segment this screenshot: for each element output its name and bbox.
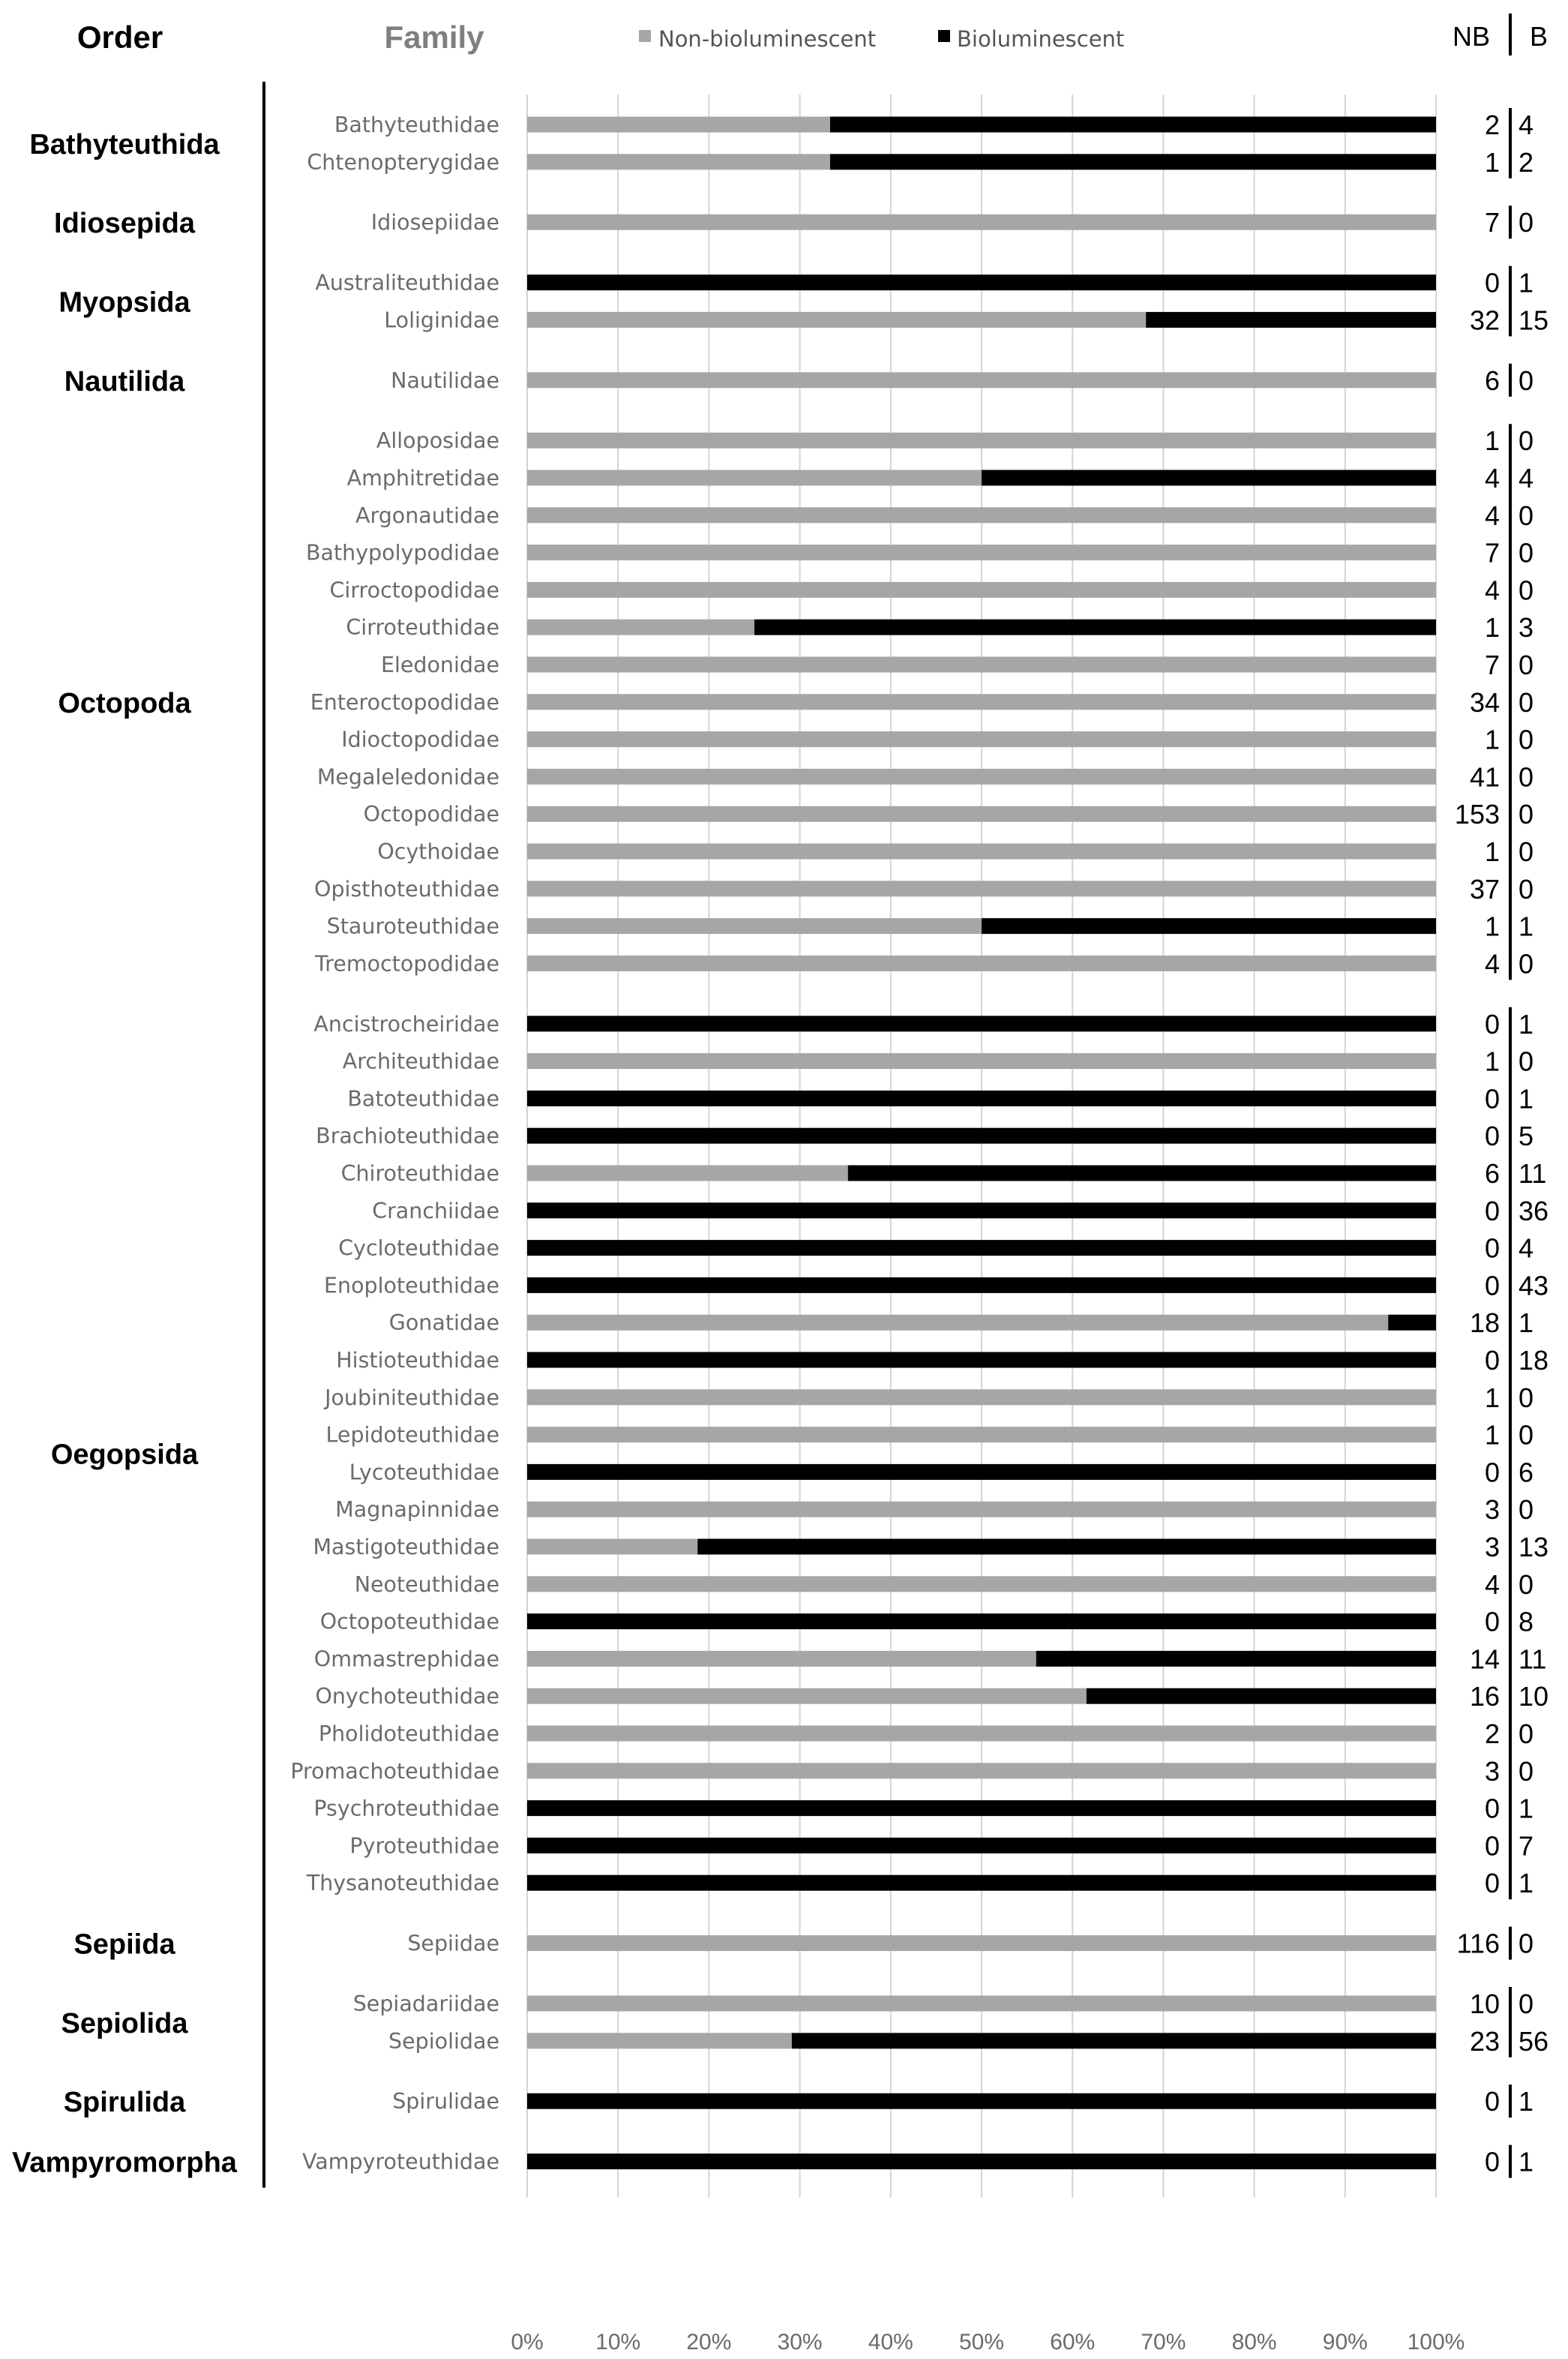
legend: [639, 26, 1124, 52]
b-count-amphitretidae: 4: [1519, 463, 1534, 494]
nb-count-lepidoteuthidae: 1: [1484, 1419, 1500, 1451]
bar-non-bioluminescent-idioctopodidae: [527, 731, 1436, 747]
b-count-promachoteuthidae: 0: [1519, 1755, 1534, 1787]
b-count-cycloteuthidae: 4: [1519, 1232, 1534, 1264]
order-label-spirulida: Spirulida: [63, 2087, 186, 2119]
bar-non-bioluminescent-cirroctopodidae: [527, 582, 1436, 598]
family-label-onychoteuthidae: Onychoteuthidae: [315, 1684, 499, 1709]
b-count-megaleledonidae: 0: [1519, 761, 1534, 793]
order-label-idiosepida: Idiosepida: [54, 208, 195, 240]
bar-non-bioluminescent-chtenopterygidae: [527, 154, 830, 170]
bar-bioluminescent-psychroteuthidae: [527, 1800, 1436, 1816]
b-count-pholidoteuthidae: 0: [1519, 1718, 1534, 1749]
nb-count-onychoteuthidae: 16: [1469, 1681, 1500, 1712]
nb-count-cirroteuthidae: 1: [1484, 612, 1500, 644]
family-label-australiteuthidae: Australiteuthidae: [315, 270, 499, 296]
b-count-gonatidae: 1: [1519, 1307, 1534, 1339]
bar-non-bioluminescent-lepidoteuthidae: [527, 1427, 1436, 1442]
family-label-stauroteuthidae: Stauroteuthidae: [326, 914, 499, 939]
nb-count-ocythoidae: 1: [1484, 836, 1500, 867]
nb-count-gonatidae: 18: [1469, 1307, 1500, 1339]
b-count-cirroteuthidae: 3: [1519, 612, 1534, 644]
nb-count-lycoteuthidae: 0: [1484, 1457, 1500, 1488]
bar-bioluminescent-mastigoteuthidae: [697, 1539, 1436, 1555]
nb-count-idioctopodidae: 1: [1484, 724, 1500, 755]
nb-count-sepiadariidae: 10: [1469, 1988, 1500, 2019]
bar-bioluminescent-brachioteuthidae: [527, 1128, 1436, 1144]
b-count-chtenopterygidae: 2: [1519, 146, 1534, 178]
bar-non-bioluminescent-amphitretidae: [527, 470, 982, 486]
bar-non-bioluminescent-promachoteuthidae: [527, 1763, 1436, 1778]
bar-bioluminescent-lycoteuthidae: [527, 1464, 1436, 1480]
nb-count-cranchiidae: 0: [1484, 1195, 1500, 1226]
family-label-magnapinnidae: Magnapinnidae: [335, 1497, 499, 1523]
family-label-histioteuthidae: Histioteuthidae: [336, 1348, 499, 1373]
nb-count-bathyteuthidae: 2: [1484, 110, 1500, 140]
nb-count-eledonidae: 7: [1484, 650, 1500, 680]
nb-count-thysanoteuthidae: 0: [1484, 1868, 1500, 1899]
nb-count-neoteuthidae: 4: [1484, 1568, 1500, 1600]
nb-count-enteroctopodidae: 34: [1469, 686, 1500, 718]
nb-count-octopoteuthidae: 0: [1484, 1606, 1500, 1637]
x-tick-label-0-: 0%: [511, 2330, 544, 2354]
family-label-cirroteuthidae: Cirroteuthidae: [346, 615, 499, 641]
bar-non-bioluminescent-sepiidae: [527, 1935, 1436, 1951]
family-label-megaleledonidae: Megaleledonidae: [316, 764, 499, 790]
bar-bioluminescent-amphitretidae: [982, 470, 1436, 486]
bar-bioluminescent-ommastrephidae: [1036, 1651, 1436, 1667]
b-count-chiroteuthidae: 11: [1519, 1158, 1547, 1189]
bar-non-bioluminescent-octopodidae: [527, 806, 1436, 822]
b-count-alloposidae: 0: [1519, 425, 1534, 457]
family-label-promachoteuthidae: Promachoteuthidae: [290, 1758, 499, 1784]
nb-count-spirulidae: 0: [1484, 2086, 1500, 2117]
family-label-octopoteuthidae: Octopoteuthidae: [319, 1609, 499, 1634]
nb-count-nautilidae: 6: [1484, 365, 1500, 396]
nb-count-pyroteuthidae: 0: [1484, 1830, 1500, 1862]
bar-non-bioluminescent-gonatidae: [527, 1315, 1388, 1331]
family-label-architeuthidae: Architeuthidae: [342, 1049, 499, 1074]
bar-non-bioluminescent-cirroteuthidae: [527, 620, 754, 635]
nb-count-joubiniteuthidae: 1: [1484, 1382, 1500, 1413]
bar-bioluminescent-histioteuthidae: [527, 1352, 1436, 1368]
b-count-bathypolypodidae: 0: [1519, 537, 1534, 569]
x-tick-label-70-: 70%: [1141, 2330, 1186, 2354]
family-label-argonautidae: Argonautidae: [355, 503, 499, 528]
nb-count-cirroctopodidae: 4: [1484, 575, 1500, 606]
nb-count-architeuthidae: 1: [1484, 1046, 1500, 1077]
b-count-octopodidae: 0: [1519, 799, 1534, 830]
family-label-sepiadariidae: Sepiadariidae: [352, 1991, 499, 2016]
family-label-idioctopodidae: Idioctopodidae: [341, 727, 499, 752]
b-count-loliginidae: 15: [1519, 305, 1549, 336]
bar-non-bioluminescent-megaleledonidae: [527, 769, 1436, 785]
bar-bioluminescent-sepiolidae: [792, 2033, 1436, 2048]
nb-count-octopodidae: 153: [1454, 799, 1500, 830]
legend-label-bioluminescent: Bioluminescent: [957, 26, 1125, 52]
family-label-cirroctopodidae: Cirroctopodidae: [329, 578, 499, 603]
bar-bioluminescent-gonatidae: [1388, 1315, 1436, 1331]
bar-bioluminescent-stauroteuthidae: [982, 918, 1436, 934]
nb-count-brachioteuthidae: 0: [1484, 1121, 1500, 1152]
b-header: B: [1530, 21, 1549, 52]
b-count-cirroctopodidae: 0: [1519, 575, 1534, 606]
bar-bioluminescent-australiteuthidae: [527, 275, 1436, 290]
b-count-magnapinnidae: 0: [1519, 1494, 1534, 1526]
family-label-batoteuthidae: Batoteuthidae: [347, 1086, 499, 1112]
bar-bioluminescent-octopoteuthidae: [527, 1613, 1436, 1629]
x-tick-label-20-: 20%: [686, 2330, 732, 2354]
order-label-sepiolida: Sepiolida: [61, 2007, 188, 2039]
family-label-bathypolypodidae: Bathypolypodidae: [305, 540, 499, 566]
family-label-enoploteuthidae: Enoploteuthidae: [324, 1273, 499, 1298]
bar-bioluminescent-loliginidae: [1146, 312, 1436, 328]
bar-non-bioluminescent-eledonidae: [527, 657, 1436, 673]
nb-count-sepiidae: 116: [1456, 1928, 1500, 1959]
nb-count-ancistrocheiridae: 0: [1484, 1008, 1500, 1040]
x-tick-label-90-: 90%: [1322, 2330, 1368, 2354]
b-count-bathyteuthidae: 4: [1519, 110, 1534, 140]
plot-rows: [12, 82, 1549, 2188]
b-count-sepiadariidae: 0: [1519, 1988, 1534, 2019]
family-label-vampyroteuthidae: Vampyroteuthidae: [301, 2149, 499, 2174]
bar-non-bioluminescent-nautilidae: [527, 372, 1436, 388]
bar-bioluminescent-bathyteuthidae: [830, 117, 1436, 133]
bar-non-bioluminescent-joubiniteuthidae: [527, 1389, 1436, 1405]
bar-non-bioluminescent-chiroteuthidae: [527, 1166, 848, 1181]
family-label-thysanoteuthidae: Thysanoteuthidae: [306, 1871, 499, 1896]
nb-count-enoploteuthidae: 0: [1484, 1270, 1500, 1301]
b-count-opisthoteuthidae: 0: [1519, 873, 1534, 905]
b-count-ancistrocheiridae: 1: [1519, 1008, 1534, 1040]
b-count-psychroteuthidae: 1: [1519, 1793, 1534, 1824]
bar-non-bioluminescent-loliginidae: [527, 312, 1146, 328]
family-label-amphitretidae: Amphitretidae: [346, 466, 499, 491]
nb-count-mastigoteuthidae: 3: [1484, 1532, 1500, 1562]
bar-bioluminescent-vampyroteuthidae: [527, 2153, 1436, 2169]
bar-bioluminescent-spirulidae: [527, 2093, 1436, 2109]
family-label-tremoctopodidae: Tremoctopodidae: [315, 951, 499, 977]
b-count-cranchiidae: 36: [1519, 1195, 1549, 1226]
order-label-vampyromorpha: Vampyromorpha: [12, 2147, 237, 2179]
b-count-tremoctopodidae: 0: [1519, 948, 1534, 980]
b-count-ocythoidae: 0: [1519, 836, 1534, 867]
family-label-chtenopterygidae: Chtenopterygidae: [307, 149, 499, 175]
b-count-octopoteuthidae: 8: [1519, 1606, 1534, 1637]
nb-count-australiteuthidae: 0: [1484, 267, 1500, 299]
bar-non-bioluminescent-sepiadariidae: [527, 1996, 1436, 2012]
family-label-psychroteuthidae: Psychroteuthidae: [313, 1796, 499, 1821]
bar-bioluminescent-pyroteuthidae: [527, 1838, 1436, 1853]
nb-count-bathypolypodidae: 7: [1484, 537, 1500, 569]
b-count-brachioteuthidae: 5: [1519, 1121, 1534, 1152]
family-label-brachioteuthidae: Brachioteuthidae: [316, 1124, 499, 1149]
b-count-architeuthidae: 0: [1519, 1046, 1534, 1077]
family-label-eledonidae: Eledonidae: [380, 653, 499, 677]
bar-bioluminescent-cirroteuthidae: [754, 620, 1436, 635]
bar-non-bioluminescent-idiosepiidae: [527, 215, 1436, 230]
bar-bioluminescent-thysanoteuthidae: [527, 1875, 1436, 1891]
b-count-argonautidae: 0: [1519, 500, 1534, 531]
family-label-sepiolidae: Sepiolidae: [388, 2028, 499, 2054]
nb-count-promachoteuthidae: 3: [1484, 1755, 1500, 1787]
nb-count-sepiolidae: 23: [1469, 2025, 1500, 2057]
x-tick-label-30-: 30%: [777, 2330, 823, 2354]
bar-non-bioluminescent-bathyteuthidae: [527, 117, 830, 133]
order-label-bathyteuthida: Bathyteuthida: [29, 128, 220, 161]
bar-non-bioluminescent-alloposidae: [527, 433, 1436, 449]
bar-bioluminescent-chiroteuthidae: [848, 1166, 1436, 1181]
family-header: Family: [384, 20, 484, 55]
b-count-mastigoteuthidae: 13: [1519, 1532, 1549, 1562]
nb-count-idiosepiidae: 7: [1484, 207, 1500, 239]
order-label-octopoda: Octopoda: [58, 687, 191, 719]
bar-bioluminescent-batoteuthidae: [527, 1091, 1436, 1106]
bar-bioluminescent-chtenopterygidae: [830, 154, 1436, 170]
family-label-joubiniteuthidae: Joubiniteuthidae: [325, 1385, 499, 1410]
nb-count-chiroteuthidae: 6: [1484, 1158, 1500, 1189]
family-label-enteroctopodidae: Enteroctopodidae: [310, 689, 499, 715]
bar-non-bioluminescent-bathypolypodidae: [527, 545, 1436, 560]
nb-header: NB: [1452, 21, 1491, 52]
x-tick-label-60-: 60%: [1050, 2330, 1096, 2354]
family-label-octopodidae: Octopodidae: [363, 802, 499, 827]
bar-non-bioluminescent-stauroteuthidae: [527, 918, 982, 934]
family-label-idiosepiidae: Idiosepiidae: [370, 210, 499, 236]
family-label-mastigoteuthidae: Mastigoteuthidae: [313, 1535, 499, 1559]
family-label-cranchiidae: Cranchiidae: [372, 1198, 499, 1223]
legend-swatch-non-bioluminescent: [639, 30, 651, 42]
nb-count-argonautidae: 4: [1484, 500, 1500, 531]
b-count-histioteuthidae: 18: [1519, 1345, 1549, 1376]
nb-count-amphitretidae: 4: [1484, 463, 1500, 494]
nb-count-loliginidae: 32: [1469, 305, 1500, 336]
family-label-chiroteuthidae: Chiroteuthidae: [340, 1161, 499, 1186]
bar-non-bioluminescent-enteroctopodidae: [527, 694, 1436, 710]
family-label-pyroteuthidae: Pyroteuthidae: [349, 1833, 499, 1859]
family-label-sepiidae: Sepiidae: [407, 1931, 499, 1956]
x-tick-label-40-: 40%: [868, 2330, 913, 2354]
b-count-stauroteuthidae: 1: [1519, 911, 1534, 942]
bar-non-bioluminescent-ocythoidae: [527, 844, 1436, 860]
family-label-nautilidae: Nautilidae: [391, 368, 499, 393]
family-label-lepidoteuthidae: Lepidoteuthidae: [325, 1422, 499, 1448]
x-tick-label-50-: 50%: [958, 2330, 1005, 2354]
nb-count-alloposidae: 1: [1484, 425, 1500, 457]
family-label-opisthoteuthidae: Opisthoteuthidae: [314, 876, 499, 902]
b-count-lycoteuthidae: 6: [1519, 1457, 1534, 1488]
order-label-nautilida: Nautilida: [64, 365, 185, 398]
b-count-onychoteuthidae: 10: [1519, 1681, 1549, 1712]
bar-non-bioluminescent-sepiolidae: [527, 2033, 792, 2048]
bar-bioluminescent-cycloteuthidae: [527, 1240, 1436, 1256]
bar-bioluminescent-enoploteuthidae: [527, 1277, 1436, 1293]
x-tick-label-80-: 80%: [1231, 2330, 1277, 2354]
family-label-neoteuthidae: Neoteuthidae: [354, 1571, 499, 1597]
nb-count-ommastrephidae: 14: [1469, 1643, 1500, 1675]
family-label-spirulidae: Spirulidae: [392, 2089, 499, 2114]
x-tick-label-100-: 100%: [1407, 2330, 1465, 2354]
legend-swatch-bioluminescent: [938, 30, 950, 42]
bar-bioluminescent-onychoteuthidae: [1087, 1688, 1436, 1704]
bar-non-bioluminescent-tremoctopodidae: [527, 956, 1436, 971]
nb-count-megaleledonidae: 41: [1469, 761, 1500, 793]
order-label-sepiida: Sepiida: [73, 1928, 175, 1961]
bar-non-bioluminescent-neoteuthidae: [527, 1576, 1436, 1592]
bar-bioluminescent-ancistrocheiridae: [527, 1016, 1436, 1031]
nb-count-chtenopterygidae: 1: [1484, 146, 1500, 178]
order-header: Order: [76, 20, 163, 55]
nb-count-magnapinnidae: 3: [1484, 1494, 1500, 1526]
bar-non-bioluminescent-pholidoteuthidae: [527, 1726, 1436, 1742]
b-count-vampyroteuthidae: 1: [1519, 2146, 1534, 2177]
b-count-lepidoteuthidae: 0: [1519, 1419, 1534, 1451]
b-count-neoteuthidae: 0: [1519, 1568, 1534, 1600]
family-label-alloposidae: Alloposidae: [376, 428, 499, 454]
b-count-enoploteuthidae: 43: [1519, 1270, 1549, 1301]
family-label-ocythoidae: Ocythoidae: [377, 839, 499, 864]
nb-count-psychroteuthidae: 0: [1484, 1793, 1500, 1824]
family-label-ancistrocheiridae: Ancistrocheiridae: [313, 1011, 499, 1037]
b-count-idiosepiidae: 0: [1519, 207, 1534, 239]
b-count-ommastrephidae: 11: [1519, 1643, 1547, 1675]
bar-non-bioluminescent-magnapinnidae: [527, 1502, 1436, 1517]
b-count-nautilidae: 0: [1519, 365, 1534, 396]
b-count-thysanoteuthidae: 1: [1519, 1868, 1534, 1899]
family-label-loliginidae: Loliginidae: [384, 308, 499, 333]
bar-non-bioluminescent-ommastrephidae: [527, 1651, 1036, 1667]
family-label-bathyteuthidae: Bathyteuthidae: [334, 113, 499, 137]
order-label-myopsida: Myopsida: [58, 287, 190, 319]
bar-non-bioluminescent-mastigoteuthidae: [527, 1539, 697, 1555]
nb-count-tremoctopodidae: 4: [1484, 948, 1500, 980]
nb-count-pholidoteuthidae: 2: [1484, 1718, 1500, 1749]
nb-count-stauroteuthidae: 1: [1484, 911, 1500, 942]
b-count-idioctopodidae: 0: [1519, 724, 1534, 755]
legend-label-non-bioluminescent: Non-bioluminescent: [658, 26, 877, 52]
bar-bioluminescent-cranchiidae: [527, 1202, 1436, 1218]
b-count-batoteuthidae: 1: [1519, 1083, 1534, 1115]
bar-non-bioluminescent-opisthoteuthidae: [527, 881, 1436, 896]
b-count-enteroctopodidae: 0: [1519, 686, 1534, 718]
b-count-sepiidae: 0: [1519, 1928, 1534, 1959]
family-label-pholidoteuthidae: Pholidoteuthidae: [318, 1721, 499, 1746]
bar-non-bioluminescent-architeuthidae: [527, 1053, 1436, 1069]
nb-count-vampyroteuthidae: 0: [1484, 2146, 1500, 2177]
nb-count-histioteuthidae: 0: [1484, 1345, 1500, 1376]
family-label-gonatidae: Gonatidae: [388, 1310, 499, 1336]
b-count-spirulidae: 1: [1519, 2086, 1534, 2117]
x-tick-label-10-: 10%: [595, 2330, 641, 2354]
family-label-cycloteuthidae: Cycloteuthidae: [338, 1235, 499, 1261]
bar-non-bioluminescent-argonautidae: [527, 507, 1436, 523]
nb-count-batoteuthidae: 0: [1484, 1083, 1500, 1115]
b-count-eledonidae: 0: [1519, 650, 1534, 680]
nb-count-opisthoteuthidae: 37: [1469, 873, 1500, 905]
bar-non-bioluminescent-onychoteuthidae: [527, 1688, 1087, 1704]
family-label-ommastrephidae: Ommastrephidae: [313, 1646, 499, 1672]
family-label-lycoteuthidae: Lycoteuthidae: [349, 1460, 499, 1485]
x-axis-ticks: [511, 2330, 1465, 2354]
b-count-australiteuthidae: 1: [1519, 267, 1534, 299]
nb-count-cycloteuthidae: 0: [1484, 1232, 1500, 1264]
order-label-oegopsida: Oegopsida: [50, 1439, 199, 1471]
b-count-joubiniteuthidae: 0: [1519, 1382, 1534, 1413]
b-count-sepiolidae: 56: [1519, 2025, 1549, 2057]
b-count-pyroteuthidae: 7: [1519, 1830, 1534, 1862]
